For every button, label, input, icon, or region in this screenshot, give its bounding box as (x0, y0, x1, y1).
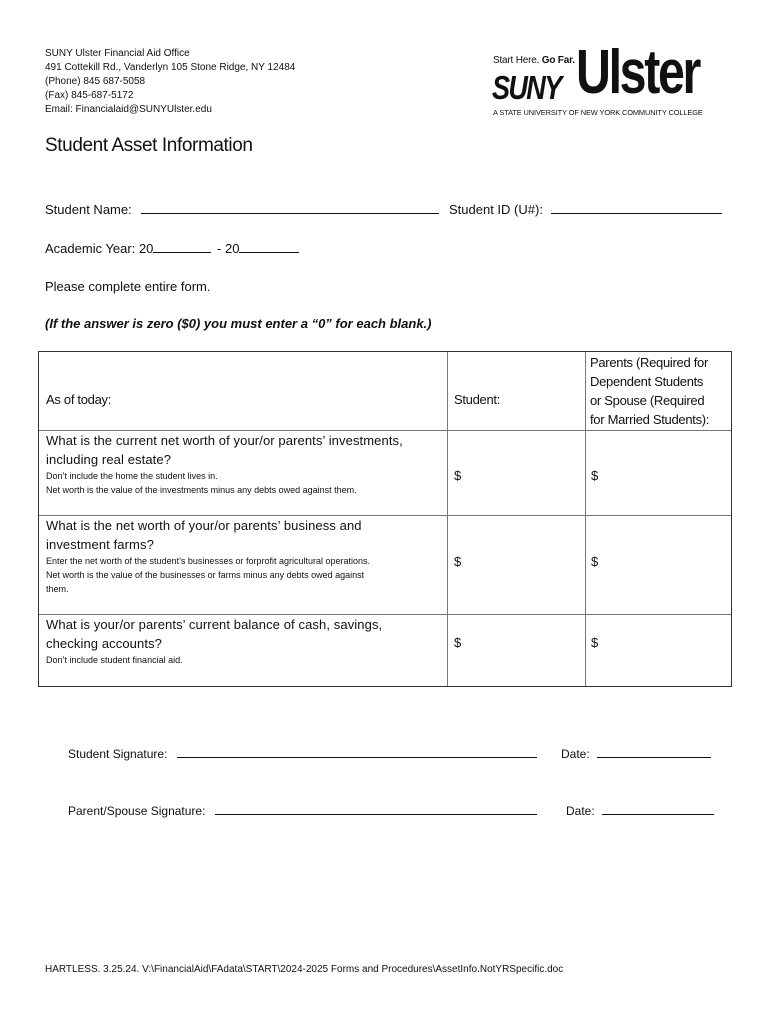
student-investments-field[interactable]: $ (454, 468, 462, 483)
academic-year-row (45, 241, 299, 256)
student-date-row (561, 746, 711, 761)
office-address: 491 Cottekill Rd., Vanderlyn 105 Stone Ridge, NY 12484 (45, 62, 296, 73)
student-name-field[interactable] (141, 202, 439, 214)
header-student: Student: (454, 392, 501, 407)
parent-date-row (566, 803, 714, 818)
student-signature-label: Student Signature: (68, 747, 168, 761)
parent-date-field[interactable] (602, 803, 714, 815)
student-id-row (449, 202, 722, 217)
student-id-field[interactable] (551, 202, 722, 214)
student-signature-row (68, 746, 537, 761)
office-email: Email: Financialaid@SUNYUlster.edu (45, 104, 212, 115)
header-parents: Parents (Required for Dependent Students or Spouse (Required for Married Students): (590, 355, 710, 427)
student-date-label: Date: (561, 747, 590, 761)
logo-tagline: Start Here. Go Far. (493, 55, 575, 66)
logo-subtitle: A STATE UNIVERSITY OF NEW YORK COMMUNITY COLLEGE (493, 108, 703, 117)
student-business-field[interactable]: $ (454, 554, 462, 569)
student-cash-field[interactable]: $ (454, 635, 462, 650)
question-cash-savings: What is your/or parents’ current balance of cash, savings, checking accounts? Don’t include student financial aid. (46, 617, 383, 665)
academic-year-end-field[interactable] (239, 241, 299, 253)
table-divider-2 (585, 352, 586, 686)
parent-cash-field[interactable]: $ (591, 635, 599, 650)
office-phone: (Phone) 845 687-5058 (45, 76, 146, 87)
office-name: SUNY Ulster Financial Aid Office (45, 48, 190, 59)
student-name-row (45, 202, 439, 217)
parent-signature-field[interactable] (215, 803, 537, 815)
parent-business-field[interactable]: $ (591, 554, 599, 569)
page-title: Student Asset Information (45, 135, 253, 156)
student-name-label: Student Name: (45, 202, 132, 217)
question-business-farms: What is the net worth of your/or parents’ business and investment farms? Enter the net worth of the student’s businesses or forprofit agricultural operations. Net worth is the value of the businesses or farms minus any debts owed against them. (46, 518, 371, 594)
parent-investments-field[interactable]: $ (591, 468, 599, 483)
parent-signature-row (68, 803, 537, 818)
header-as-of-today: As of today: (46, 392, 112, 407)
academic-year-separator: - 20 (217, 241, 240, 256)
office-address-block (45, 47, 295, 117)
question-investments: What is the current net worth of your/or parents’ investments, including real estate? Don’t include the home the student lives in. Net worth is the value of the investments minus any debts owed against them. (46, 433, 403, 495)
parent-date-label: Date: (566, 804, 595, 818)
logo-ulster: Ulster (576, 38, 700, 107)
logo-suny: SUNY (492, 69, 561, 106)
instruction-text: Please complete entire form. (45, 279, 211, 294)
student-signature-field[interactable] (177, 746, 537, 758)
zero-entry-note: (If the answer is zero ($0) you must enter a “0” for each blank.) (45, 316, 432, 331)
footer-file-path: HARTLESS. 3.25.24. V:\FinancialAid\FAdata\START\2024-2025 Forms and Procedures\AssetInfo.NotYRSpecific.doc (45, 964, 564, 975)
office-fax: (Fax) 845-687-5172 (45, 90, 134, 101)
student-date-field[interactable] (597, 746, 711, 758)
student-id-label: Student ID (U#): (449, 202, 543, 217)
academic-year-label: Academic Year: 20 (45, 241, 154, 256)
asset-table (38, 351, 732, 687)
academic-year-start-field[interactable] (153, 241, 211, 253)
parent-signature-label: Parent/Spouse Signature: (68, 804, 206, 818)
suny-ulster-logo (492, 38, 722, 120)
